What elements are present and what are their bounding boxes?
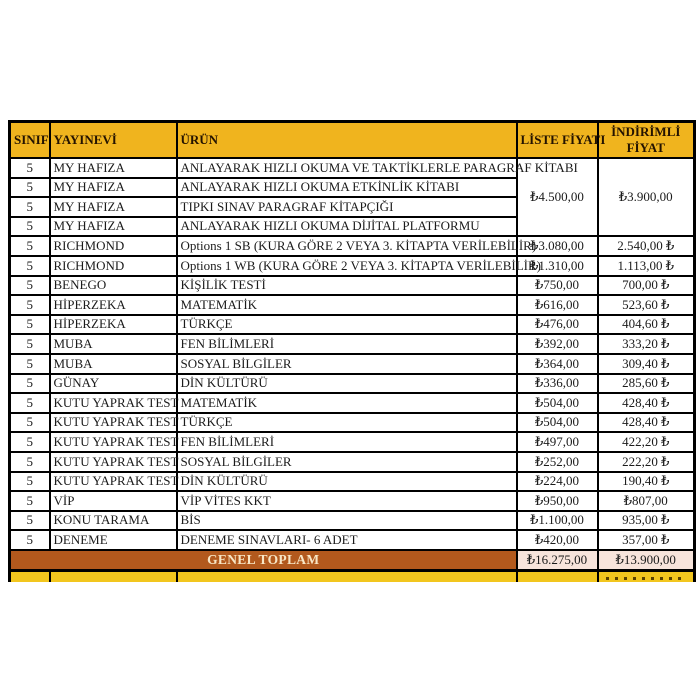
cell-sinif: 5 [10,197,50,217]
cell-yayinevi: HİPERZEKA [50,295,177,315]
price-table-body [10,158,695,550]
cell-sinif: 5 [10,354,50,374]
cell-yayinevi: VİP [50,491,177,511]
cell-urun: ANLAYARAK HIZLI OKUMA ETKİNLİK KİTABI [177,178,517,198]
table-row [10,295,695,315]
grand-total-label: GENEL TOPLAM [10,550,517,571]
table-row [10,236,695,256]
cell-urun: FEN BİLİMLERİ [177,334,517,354]
cell-urun: SOSYAL BİLGİLER [177,354,517,374]
cell-liste: ₺950,00 [517,491,598,511]
cell-sinif: 5 [10,158,50,178]
cell-liste: ₺504,00 [517,393,598,413]
cell-urun: FEN BİLİMLERİ [177,432,517,452]
cell-indirimli: 285,60 ₺ [598,374,695,394]
cell-yayinevi: KONU TARAMA [50,511,177,531]
cell-indirimli: 428,40 ₺ [598,413,695,433]
cell-indirimli: 2.540,00 ₺ [598,236,695,256]
cell-urun: ANLAYARAK HIZLI OKUMA VE TAKTİKLERLE PARAGRAF KİTABI [177,158,517,178]
cell-yayinevi: MY HAFIZA [50,217,177,237]
cell-sinif: 5 [10,334,50,354]
cell-liste: ₺476,00 [517,315,598,335]
cell-sinif: 5 [10,452,50,472]
table-row [10,413,695,433]
cell-sinif: 5 [10,295,50,315]
cell-indirimli: 523,60 ₺ [598,295,695,315]
table-row [10,276,695,296]
table-row [10,393,695,413]
table-row [10,472,695,492]
table-row [10,511,695,531]
cell-urun: DİN KÜLTÜRÜ [177,374,517,394]
table-row [10,315,695,335]
cell-liste: ₺336,00 [517,374,598,394]
price-table [8,120,696,572]
cell-yayinevi: KUTU YAPRAK TEST [50,452,177,472]
header-row [10,122,695,159]
cell-sinif: 5 [10,276,50,296]
cell-sinif: 5 [10,472,50,492]
cell-indirimli: 309,40 ₺ [598,354,695,374]
table-row [10,530,695,550]
grand-total-row [10,550,695,571]
cell-indirimli: 935,00 ₺ [598,511,695,531]
cell-urun: TÜRKÇE [177,315,517,335]
cell-yayinevi: RICHMOND [50,256,177,276]
cell-liste: ₺224,00 [517,472,598,492]
cell-liste: ₺1.310,00 [517,256,598,276]
cell-yayinevi: RICHMOND [50,236,177,256]
cell-yayinevi: KUTU YAPRAK TEST [50,393,177,413]
cell-liste-merged: ₺4.500,00 [517,158,598,236]
cell-urun: TÜRKÇE [177,413,517,433]
cell-sinif: 5 [10,178,50,198]
cell-yayinevi: GÜNAY [50,374,177,394]
table-row [10,432,695,452]
cell-yayinevi: MUBA [50,334,177,354]
cell-indirimli: 700,00 ₺ [598,276,695,296]
cell-liste: ₺3.080,00 [517,236,598,256]
cell-sinif: 5 [10,393,50,413]
cell-sinif: 5 [10,256,50,276]
next-section-table-fragment [8,572,696,582]
table-row [10,334,695,354]
header-sinif: SINIF [10,122,50,159]
cell-yayinevi: BENEGO [50,276,177,296]
cell-indirimli: 222,20 ₺ [598,452,695,472]
header-urun: ÜRÜN [177,122,517,159]
cell-indirimli: 190,40 ₺ [598,472,695,492]
cell-sinif: 5 [10,217,50,237]
cell-liste: ₺1.100,00 [517,511,598,531]
table-row [10,158,695,178]
cell-indirimli: 357,00 ₺ [598,530,695,550]
cell-indirimli: 422,20 ₺ [598,432,695,452]
grand-total-liste: ₺16.275,00 [517,550,598,571]
cell-urun: MATEMATİK [177,295,517,315]
grand-total-indirimli: ₺13.900,00 [598,550,695,571]
cell-yayinevi: DENEME [50,530,177,550]
partial-cell [50,572,177,582]
cell-yayinevi: MY HAFIZA [50,178,177,198]
cell-urun: ANLAYARAK HIZLI OKUMA DİJİTAL PLATFORMU [177,217,517,237]
partial-cell [598,572,695,582]
cell-yayinevi: KUTU YAPRAK TEST [50,472,177,492]
cell-indirimli: 333,20 ₺ [598,334,695,354]
cell-yayinevi: KUTU YAPRAK TEST [50,432,177,452]
cell-urun: KİŞİLİK TESTİ [177,276,517,296]
next-section-partial-row [8,572,699,582]
cell-liste: ₺392,00 [517,334,598,354]
cell-urun: Options 1 WB (KURA GÖRE 2 VEYA 3. KİTAPTA VERİLEBİLİR) [177,256,517,276]
cell-sinif: 5 [10,511,50,531]
partial-cell [517,572,598,582]
cell-indirimli-merged: ₺3.900,00 [598,158,695,236]
cell-yayinevi: KUTU YAPRAK TEST [50,413,177,433]
header-indirimli-fiyat: İNDİRİMLİ FİYAT [598,122,695,159]
clipped-text-fragment [606,577,686,580]
table-row [10,374,695,394]
cell-sinif: 5 [10,374,50,394]
cell-sinif: 5 [10,530,50,550]
cell-liste: ₺420,00 [517,530,598,550]
partial-cell [177,572,517,582]
header-yayinevi: YAYINEVİ [50,122,177,159]
table-row [10,256,695,276]
cell-indirimli: ₺807,00 [598,491,695,511]
cell-sinif: 5 [10,236,50,256]
cell-liste: ₺750,00 [517,276,598,296]
cell-sinif: 5 [10,491,50,511]
cell-urun: BİS [177,511,517,531]
cell-indirimli: 404,60 ₺ [598,315,695,335]
cell-yayinevi: HİPERZEKA [50,315,177,335]
header-liste-fiyati: LİSTE FİYATI [517,122,598,159]
cell-indirimli: 1.113,00 ₺ [598,256,695,276]
cell-indirimli: 428,40 ₺ [598,393,695,413]
partial-cell [10,572,50,582]
cell-liste: ₺364,00 [517,354,598,374]
cell-urun: VİP VİTES KKT [177,491,517,511]
table-row [10,491,695,511]
cell-urun: DENEME SINAVLARI- 6 ADET [177,530,517,550]
table-row [10,452,695,472]
cell-urun: DİN KÜLTÜRÜ [177,472,517,492]
cell-yayinevi: MY HAFIZA [50,158,177,178]
cell-yayinevi: MY HAFIZA [50,197,177,217]
cell-liste: ₺497,00 [517,432,598,452]
cell-sinif: 5 [10,315,50,335]
cell-sinif: 5 [10,432,50,452]
cell-urun: MATEMATİK [177,393,517,413]
cell-urun: Options 1 SB (KURA GÖRE 2 VEYA 3. KİTAPTA VERİLEBİLİR) [177,236,517,256]
cell-yayinevi: MUBA [50,354,177,374]
cell-liste: ₺504,00 [517,413,598,433]
cell-sinif: 5 [10,413,50,433]
cell-liste: ₺252,00 [517,452,598,472]
cell-liste: ₺616,00 [517,295,598,315]
cell-urun: SOSYAL BİLGİLER [177,452,517,472]
price-sheet [8,120,699,582]
table-row [10,354,695,374]
cell-urun: TIPKI SINAV PARAGRAF KİTAPÇIĞI [177,197,517,217]
